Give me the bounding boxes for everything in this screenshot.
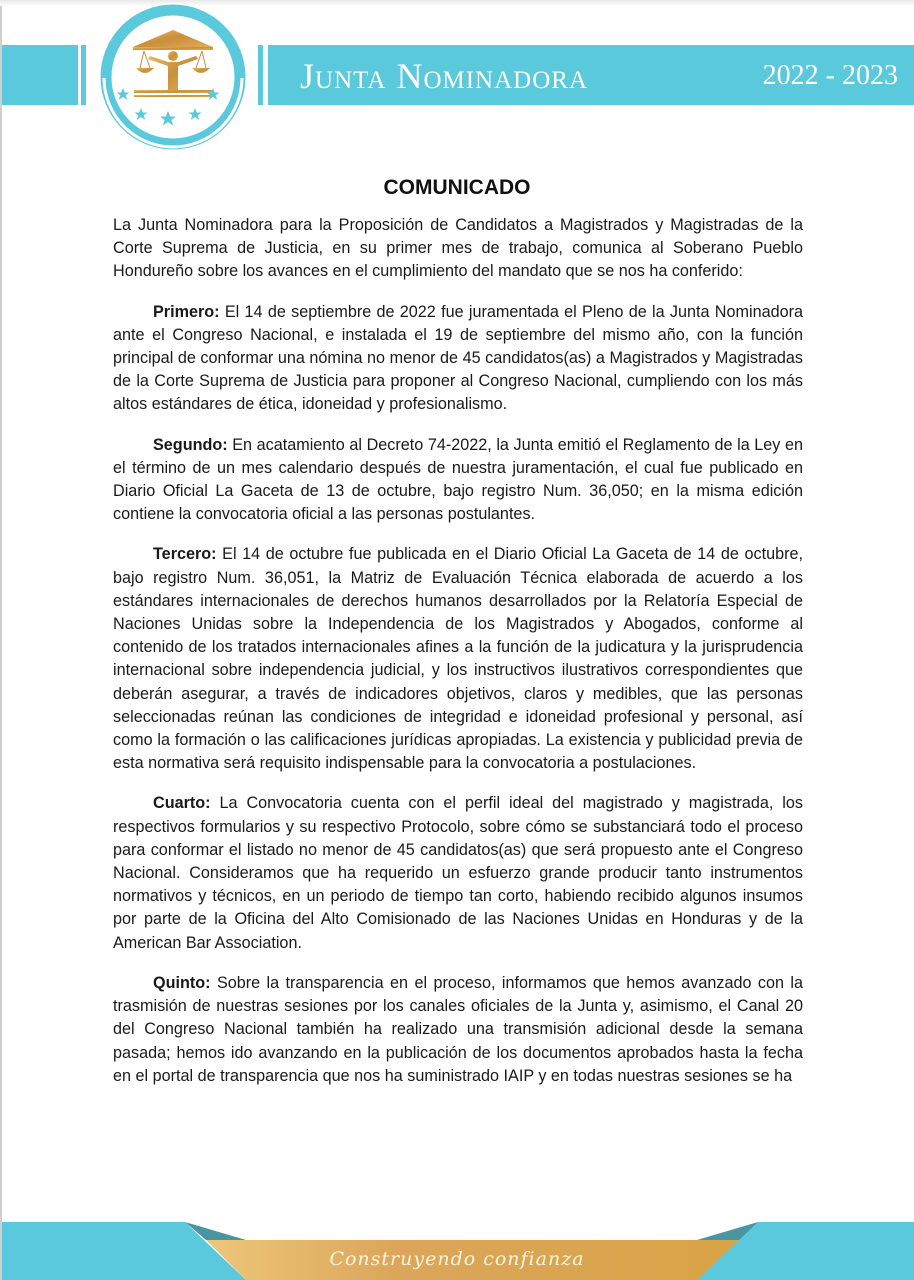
section-label: Tercero:	[153, 545, 217, 564]
document-title: COMUNICADO	[383, 176, 531, 199]
section-paragraph-primero	[113, 301, 803, 417]
section-label: Cuarto:	[153, 794, 211, 813]
header-band-left-stripe	[81, 45, 86, 105]
document-body	[113, 214, 803, 1105]
header-band-right-stripe	[258, 45, 263, 105]
footer-motto: Construyendo confianza	[329, 1248, 585, 1270]
section-paragraph-segundo	[113, 434, 803, 527]
section-text: Sobre la transparencia en el proceso, informamos que hemos avanzado con la trasmisión de nuestras sesiones por los canales oficiales de la Junta y, asimismo, el Canal 20 del Congreso Nacional también ha realizado una transmisión adicional desde la semana pasada; hemos ido avanzando en la publicación de los documentos aprobados hasta la fecha en el portal de transparencia que nos ha suministrado IAIP y en todas nuestras sesiones se ha	[113, 973, 803, 1085]
section-text: El 14 de octubre fue publicada en el Diario Oficial La Gaceta de 14 de octubre, bajo registro Num. 36,051, la Matriz de Evaluación Técnica elaborada de acuerdo a los estándares internacionales de derechos humanos desarrollados por la Relatoría Especial de Naciones Unidas sobre la Independencia de los Magistrados y Abogados, conforme al contenido de los tratados internacionales afines a la función de la judicatura y la jurisprudencia internacional sobre independencia judicial, y los instructivos ilustrativos correspondientes que deberán asegurar, a través de indicadores objetivos, claros y medibles, que las personas seleccionadas reúnan las condiciones de integridad e idoneidad profesional y personal, así como la formación o las calificaciones jurídicas apropiadas. La existencia y publicidad previa de esta normativa será requisito indispensable para la convocatoria a postulaciones.	[113, 545, 803, 773]
section-paragraph-quinto	[113, 972, 803, 1088]
section-label: Primero:	[153, 302, 220, 321]
term-years: 2022 - 2023	[762, 60, 898, 91]
section-text: La Convocatoria cuenta con el perfil ideal del magistrado y magistrada, los respectivos formularios y su respectivo Protocolo, sobre cómo se substanciará todo el proceso para conformar el listado no menor de 45 candidatos(as) que será propuesto ante el Congreso Nacional. Consideramos que ha requerido un esfuerzo grande producir tanto instrumentos normativos y técnicos, en un periodo de tiempo tan corto, habiendo recibido algunos insumos por parte de la Oficina del Alto Comisionado de las Naciones Unidas en Honduras y de la American Bar Association.	[113, 794, 803, 952]
section-paragraph-tercero	[113, 543, 803, 775]
scales-of-justice-emblem-icon	[96, 0, 250, 154]
section-label: Segundo:	[153, 435, 228, 454]
organization-name: Junta Nominadora	[300, 56, 588, 96]
header-band-left	[2, 45, 78, 105]
section-label: Quinto:	[153, 973, 211, 992]
section-text: El 14 de septiembre de 2022 fue juramentada el Pleno de la Junta Nominadora ante el Congreso Nacional, e instalada el 19 de septiembre del mismo año, con la función principal de conformar una nómina no menor de 45 candidatos(as) a Magistrados y Magistradas de la Corte Suprema de Justicia para proponer al Congreso Nacional, cumpliendo con los más altos estándares de ética, idoneidad y profesionalismo.	[113, 302, 803, 414]
section-text: En acatamiento al Decreto 74-2022, la Junta emitió el Reglamento de la Ley en el término de un mes calendario después de nuestra juramentación, el cual fue publicado en Diario Oficial La Gaceta de 13 de octubre, bajo registro Num. 36,050; en la misma edición contiene la convocatoria oficial a las personas postulantes.	[113, 435, 803, 524]
section-paragraph-cuarto	[113, 792, 803, 954]
intro-paragraph: La Junta Nominadora para la Proposición de Candidatos a Magistrados y Magistradas de la Corte Suprema de Justicia, en su primer mes de trabajo, comunica al Soberano Pueblo Hondureño sobre los avances en el cumplimiento del mandato que se nos ha conferido:	[113, 216, 803, 281]
